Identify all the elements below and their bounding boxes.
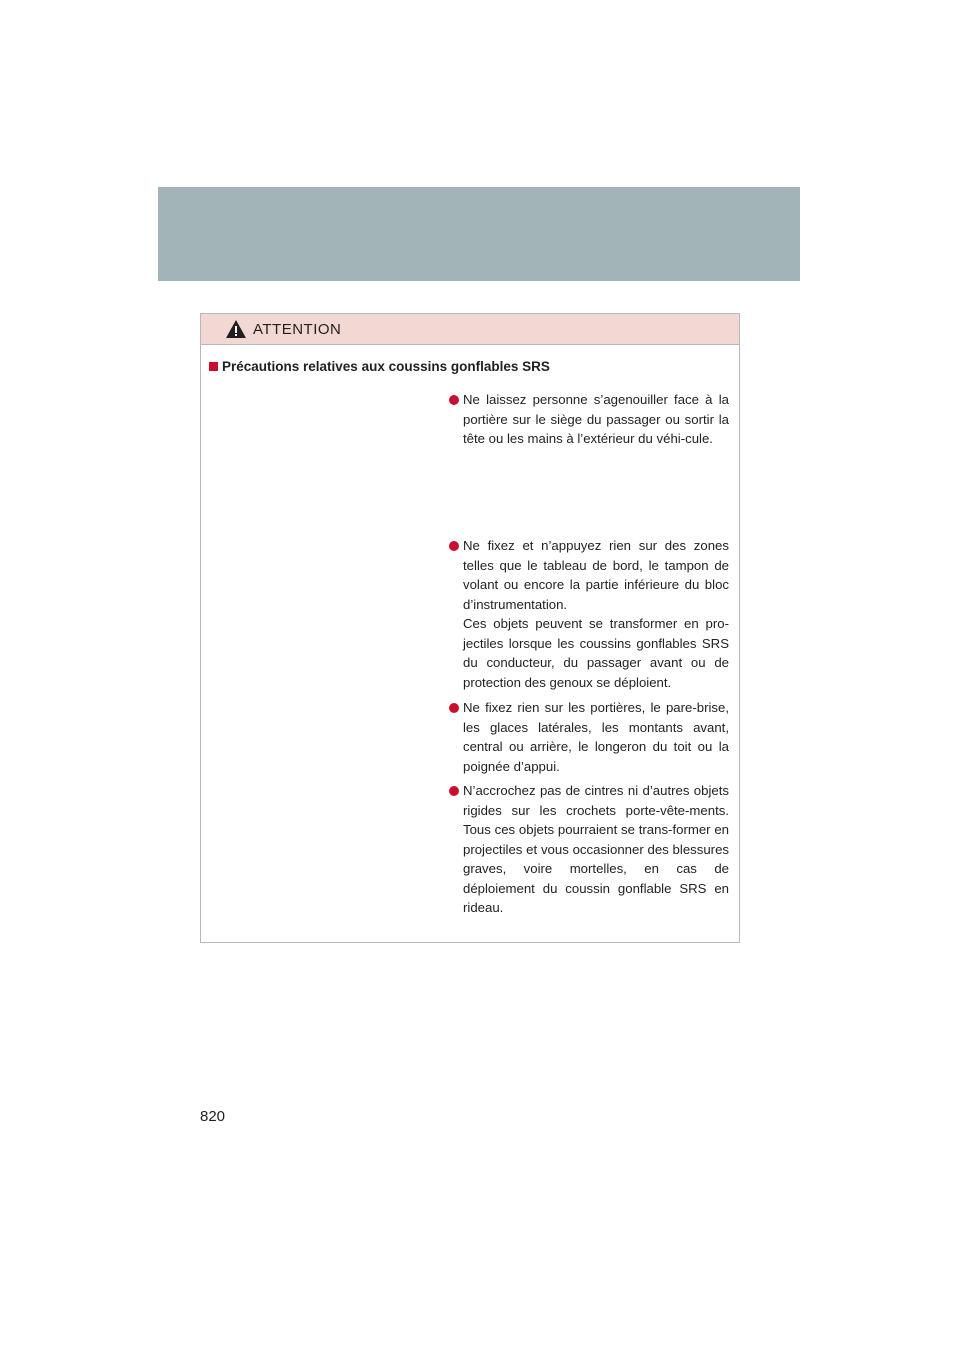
list-item: [449, 698, 729, 776]
chapter-header-band: [158, 187, 800, 281]
list-item-text: Ne laissez personne s’agenouiller face à la portière sur le siège du passager ou sortir la tête ou les mains à l’extérieur du véhi-cule.: [463, 392, 729, 446]
bullet-dot-icon: [449, 541, 459, 551]
caution-title: ATTENTION: [253, 320, 342, 338]
list-item-text: Ne fixez rien sur les portières, le pare-brise, les glaces latérales, les montants avant, central ou arrière, le longeron du toit ou la poignée d’appui.: [463, 700, 729, 774]
warning-triangle-icon: [225, 319, 247, 339]
section-title: [209, 359, 550, 374]
list-item: [449, 390, 729, 449]
section-title-text: Précautions relatives aux coussins gonflables SRS: [222, 359, 550, 374]
caution-box: [200, 313, 740, 943]
bullet-dot-icon: [449, 395, 459, 405]
square-bullet-icon: [209, 362, 218, 371]
bullet-dot-icon: [449, 786, 459, 796]
caution-header: [201, 314, 739, 345]
list-item-text: N’accrochez pas de cintres ni d’autres objets rigides sur les crochets porte-vête-ments. Tous ces objets pourraient se trans-former en projectiles et vous occasionner des blessures graves, voire mortelles, en cas de déploiement du coussin gonflable SRS en rideau.: [463, 783, 729, 915]
list-item: [449, 781, 729, 918]
list-item-text: Ne fixez et n’appuyez rien sur des zones telles que le tableau de bord, le tampon de volant ou encore la partie inférieure du bloc d’instrumentation. Ces objets peuvent se transformer en pro-jectiles lorsque les coussins gonflables SRS du conducteur, du passager avant ou de protection des genoux se déploient.: [463, 538, 729, 690]
list-item: [449, 536, 729, 692]
page-number: 820: [200, 1108, 226, 1125]
bullet-dot-icon: [449, 703, 459, 713]
